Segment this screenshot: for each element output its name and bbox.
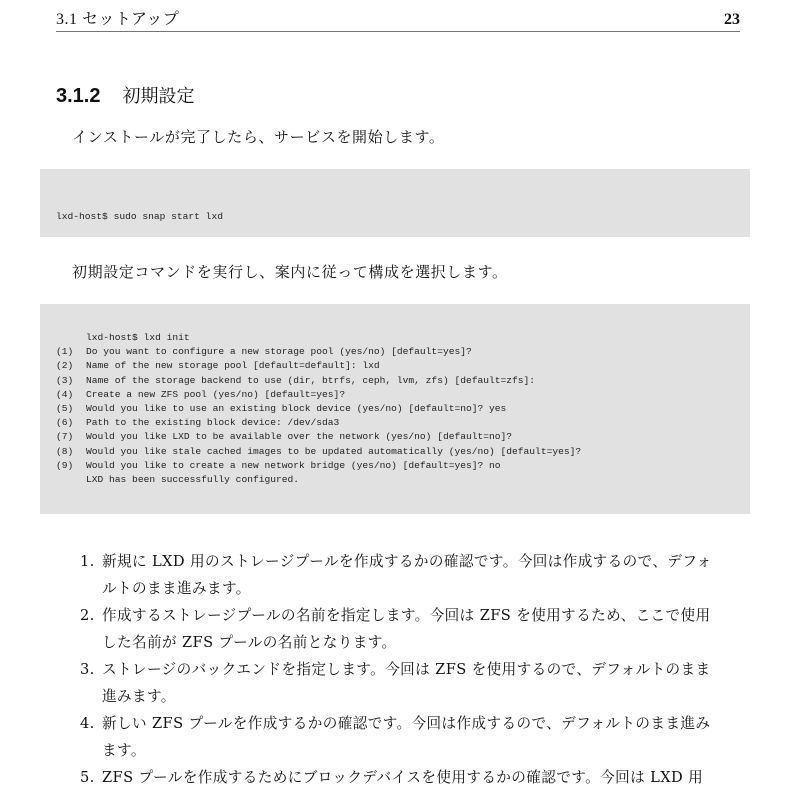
code-line-number: (2) [56, 360, 74, 372]
running-head [56, 9, 740, 32]
paragraph-start-service: インストールが完了したら、サービスを開始します。 [72, 128, 445, 146]
code-text: Would you like to use an existing block device (yes/no) [default=no]? yes [86, 402, 507, 414]
code-line [40, 416, 750, 430]
code-line [40, 459, 750, 473]
code-text: lxd-host$ sudo snap start lxd [56, 211, 223, 223]
list-item-line: した名前が ZFS プールの名前となります。 [102, 634, 397, 651]
code-line-number: (7) [56, 431, 74, 443]
code-line [40, 331, 750, 345]
code-text: Would you like stale cached images to be updated automatically (yes/no) [default=yes]? [86, 445, 582, 457]
page-number: 23 [724, 11, 740, 28]
code-text: Name of the storage backend to use (dir, btrfs, ceph, lvm, zfs) [default=zfs]: [86, 374, 536, 386]
code-line [40, 473, 750, 487]
code-line [40, 402, 750, 416]
list-item-line: 進みます。 [102, 688, 176, 705]
list-item [80, 548, 740, 602]
code-line [40, 430, 750, 444]
code-line [40, 345, 750, 359]
paragraph-run-init: 初期設定コマンドを実行し、案内に従って構成を選択します。 [72, 263, 508, 281]
code-line [40, 196, 740, 223]
list-item-line: ます。 [102, 742, 146, 759]
list-item [80, 656, 740, 710]
code-line [40, 388, 750, 402]
code-text: Would you like LXD to be available over the network (yes/no) [default=no]? [86, 431, 513, 443]
code-line-number: (1) [56, 346, 74, 358]
code-text: Name of the new storage pool [default=default]: lxd [86, 360, 380, 372]
code-lines [40, 331, 750, 487]
code-line-number: (8) [56, 445, 74, 457]
code-line [40, 445, 750, 459]
section-number: 3.1.2 [56, 85, 101, 107]
code-block-lxd-init [40, 304, 750, 514]
code-text: lxd-host$ lxd init [86, 332, 190, 343]
section-title: 初期設定 [122, 86, 195, 107]
section-heading [56, 84, 195, 109]
list-marker: 3. [80, 661, 95, 678]
code-text: Path to the existing block device: /dev/sda3 [86, 417, 340, 429]
list-marker: 5. [80, 769, 95, 786]
code-text: Create a new ZFS pool (yes/no) [default=yes]? [86, 388, 346, 400]
code-line [40, 359, 750, 373]
list-marker: 1. [80, 553, 95, 570]
code-line [40, 374, 750, 388]
list-item-line: ストレージのバックエンドを指定します。今回は ZFS を使用するので、デフォルトのまま [102, 661, 711, 678]
list-marker: 2. [80, 607, 95, 624]
enumerated-list [80, 548, 740, 791]
list-item [80, 602, 740, 656]
list-item [80, 764, 740, 791]
code-block-start-lxd [40, 169, 750, 237]
list-item-line: 新規に LXD 用のストレージプールを作成するかの確認です。今回は作成するので、デフォ [102, 553, 712, 570]
code-line-number: (3) [56, 374, 74, 386]
code-text: Do you want to configure a new storage pool (yes/no) [default=yes]? [86, 346, 472, 358]
code-line-number: (5) [56, 402, 74, 414]
running-head-section: 3.1 セットアップ [56, 11, 180, 28]
code-line-number: (4) [56, 388, 74, 400]
list-item-line: 作成するストレージプールの名前を指定します。今回は ZFS を使用するため、ここで使用 [102, 607, 711, 624]
list-item-line: 新しい ZFS プールを作成するかの確認です。今回は作成するので、デフォルトのまま進み [102, 715, 711, 732]
list-item-line: ルトのまま進みます。 [102, 580, 251, 597]
code-line-number: (9) [56, 459, 74, 471]
code-line-number: (6) [56, 417, 74, 429]
list-item [80, 710, 740, 764]
list-item-line: ZFS プールを作成するためにブロックデバイスを使用するかの確認です。今回は LXD 用 [102, 769, 704, 786]
code-text: LXD has been successfully configured. [86, 473, 300, 485]
list-marker: 4. [80, 715, 95, 732]
code-text: Would you like to create a new network bridge (yes/no) [default=yes]? no [86, 459, 501, 471]
